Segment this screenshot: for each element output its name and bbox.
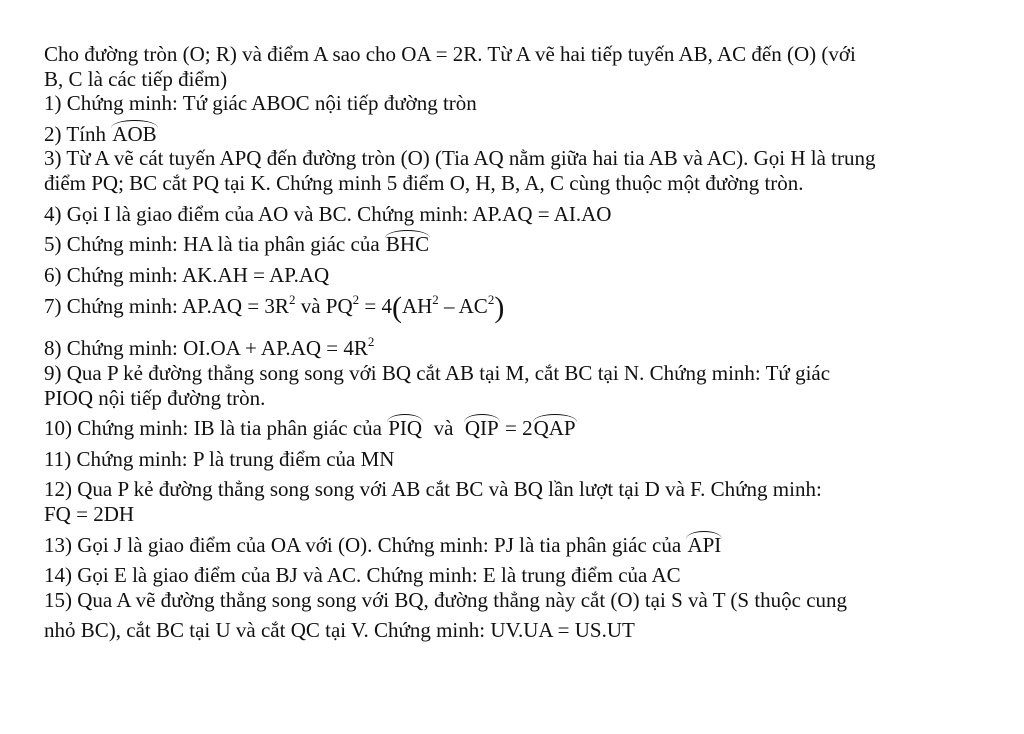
problem-10-eq: = 2 [499,416,533,441]
problem-10-text: 10) Chứng minh: IB là tia phân giác của [44,416,388,441]
problem-9-line-2: PIOQ nội tiếp đường tròn. [44,385,266,410]
superscript: 2 [288,292,296,308]
problem-4: 4) Gọi I là giao điểm của AO và BC. Chứng minh: AP.AQ = AI.AO [44,201,612,226]
angle-api: API [687,532,722,557]
problem-6: 6) Chứng minh: AK.AH = AP.AQ [44,262,330,287]
problem-7-eq: = 4 [359,294,392,319]
problem-8 [44,335,994,361]
problem-15-line-1: 15) Qua A vẽ đường thẳng song song với BQ, đường thẳng này cắt (O) tại S và T (S thuộc cung [44,587,848,612]
angle-piq: PIQ [388,416,423,441]
problem-7-text: 7) Chứng minh: AP.AQ = 3R [44,294,289,319]
superscript: 2 [487,292,495,308]
problem-7-minus: – AC [438,294,488,319]
problem-10-and: và [423,416,464,441]
text-line-intro-2: B, C là các tiếp điểm) [44,66,228,91]
angle-aob: AOB [112,121,157,146]
text-line-intro-1: Cho đường tròn (O; R) và điểm A sao cho OA = 2R. Từ A vẽ hai tiếp tuyến AB, AC đến (O) (với [44,42,856,66]
problem-12-line-1: 12) Qua P kẻ đường thẳng song song với AB cắt BC và BQ lần lượt tại D và F. Chứng minh: [44,477,822,502]
problem-15-line-2: nhỏ BC), cắt BC tại U và cắt QC tại V. Chứng minh: UV.UA = US.UT [44,618,635,643]
problem-8-text: 8) Chứng minh: OI.OA + AP.AQ = 4 [44,336,354,361]
problem-1: 1) Chứng minh: Tứ giác ABOC nội tiếp đường tròn [44,91,477,116]
superscript: 2 [432,292,439,308]
problem-7-ah: AH [401,294,433,319]
problem-2-text: 2) Tính [44,121,112,146]
problem-3-line-1: 3) Từ A vẽ cát tuyến APQ đến đường tròn (O) (Tia AQ nằm giữa hai tia AB và AC). Gọi H là trung [44,146,876,171]
angle-qip: QIP [464,416,499,441]
paren-close: ) [494,291,505,325]
problem-7 [44,293,994,323]
problem-14: 14) Gọi E là giao điểm của BJ và AC. Chứng minh: E là trung điểm của AC [44,563,681,588]
superscript: 2 [352,292,360,308]
paren-open: ( [391,291,402,325]
problem-13 [44,533,994,558]
angle-qap: QAP [533,416,576,441]
angle-bhc: BHC [385,232,430,257]
problem-3-line-2: điểm PQ; BC cắt PQ tại K. Chứng minh 5 điểm O, H, B, A, C cùng thuộc một đường tròn. [44,170,804,195]
problem-9-line-1: 9) Qua P kẻ đường thẳng song song với BQ cắt AB tại M, cắt BC tại N. Chứng minh: Tứ giác [44,360,831,385]
problem-12-line-2: FQ = 2DH [44,501,135,526]
problem-7-mid: và PQ [295,294,353,319]
problem-8-r: R [353,336,368,361]
problem-5 [44,232,994,257]
problem-11: 11) Chứng minh: P là trung điểm của MN [44,446,395,471]
problem-13-text: 13) Gọi J là giao điểm của OA với (O). Chứng minh: PJ là tia phân giác của [44,532,687,557]
problem-5-text: 5) Chứng minh: HA là tia phân giác của [44,232,385,257]
problem-10 [44,416,994,441]
superscript: 2 [367,334,375,350]
problem-2 [44,122,994,147]
